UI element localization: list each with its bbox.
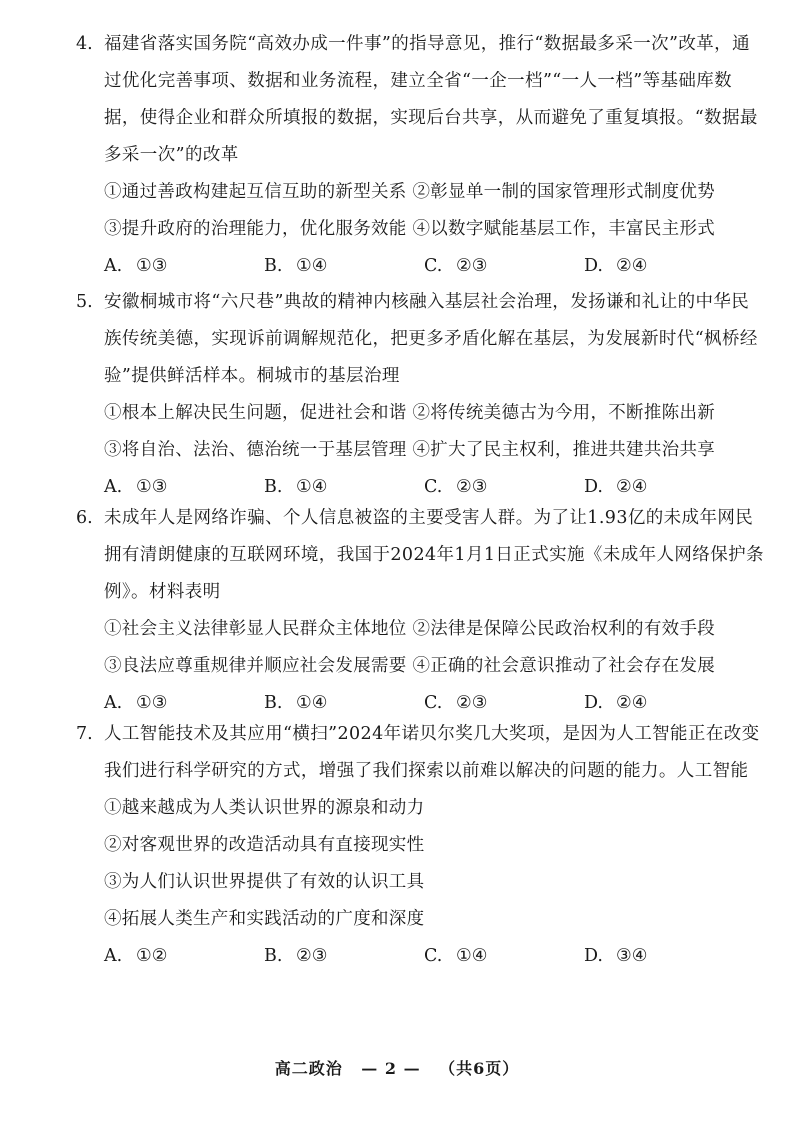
choice-c[interactable]: C. ①④ bbox=[424, 946, 488, 966]
choice-b[interactable]: B. ①④ bbox=[264, 477, 328, 497]
question-number: 4. bbox=[76, 34, 93, 54]
statement-line: ③将自治、法治、德治统一于基层管理 ④扩大了民主权利，推进共建共治共享 bbox=[104, 440, 716, 460]
statement-line: ②对客观世界的改造活动具有直接现实性 bbox=[104, 835, 425, 855]
answer-choices bbox=[104, 248, 766, 285]
question-number: 7. bbox=[76, 724, 93, 744]
question-stem: 人工智能技术及其应用“横扫”2024年诺贝尔奖几大奖项，是因为人工智能正在改变我们进行科学研究的方式，增强了我们探索以前难以解决的问题的能力。人工智能 bbox=[104, 724, 760, 781]
statement-line: ③提升政府的治理能力，优化服务效能 ④以数字赋能基层工作，丰富民主形式 bbox=[104, 219, 716, 239]
statement-line: ③为人们认识世界提供了有效的认识工具 bbox=[104, 872, 425, 892]
statement-line: ①社会主义法律彰显人民群众主体地位 ②法律是保障公民政治权利的有效手段 bbox=[104, 619, 716, 639]
question-6 bbox=[76, 500, 766, 722]
statement-line: ①通过善政构建起互信互助的新型关系 ②彰显单一制的国家管理形式制度优势 bbox=[104, 182, 716, 202]
choice-a[interactable]: A. ①③ bbox=[104, 256, 168, 276]
answer-choices bbox=[104, 938, 766, 975]
choice-d[interactable]: D. ③④ bbox=[584, 946, 648, 966]
question-4 bbox=[76, 26, 766, 285]
choice-b[interactable]: B. ①④ bbox=[264, 256, 328, 276]
choice-b[interactable]: B. ②③ bbox=[264, 946, 328, 966]
question-5 bbox=[76, 284, 766, 506]
footer-subject: 高二政治 bbox=[274, 1059, 343, 1078]
choice-c[interactable]: C. ②③ bbox=[424, 477, 488, 497]
choice-d[interactable]: D. ②④ bbox=[584, 477, 648, 497]
choice-c[interactable]: C. ②③ bbox=[424, 693, 488, 713]
choice-a[interactable]: A. ①③ bbox=[104, 693, 168, 713]
statement-line: ④拓展人类生产和实践活动的广度和深度 bbox=[104, 909, 425, 929]
choice-a[interactable]: A. ①③ bbox=[104, 477, 168, 497]
question-stem: 未成年人是网络诈骗、个人信息被盗的主要受害人群。为了让1.93亿的未成年网民拥有清朗健康的互联网环境，我国于2024年1月1日正式实施《未成年人网络保护条例》。材料表明 bbox=[104, 508, 764, 602]
page-footer bbox=[0, 1056, 794, 1079]
question-stem: 福建省落实国务院“高效办成一件事”的指导意见，推行“数据最多采一次”改革，通过优化完善事项、数据和业务流程，建立全省“一企一档”“一人一档”等基础库数据，使得企业和群众所填报的数据，实现后台共享，从而避免了重复填报。“数据最多采一次”的改革 bbox=[104, 34, 758, 165]
question-stem: 安徽桐城市将“六尺巷”典故的精神内核融入基层社会治理，发扬谦和礼让的中华民族传统美德，实现诉前调解规范化，把更多矛盾化解在基层，为发展新时代“枫桥经验”提供鲜活样本。桐城市的基层治理 bbox=[104, 292, 758, 386]
question-7 bbox=[76, 716, 766, 975]
footer-total-pages: （共6页） bbox=[439, 1059, 520, 1078]
statement-line: ①根本上解决民生问题，促进社会和谐 ②将传统美德古为今用，不断推陈出新 bbox=[104, 403, 716, 423]
footer-page-number: — 2 — bbox=[361, 1059, 421, 1078]
question-number: 6. bbox=[76, 508, 93, 528]
question-number: 5. bbox=[76, 292, 93, 312]
statement-line: ①越来越成为人类认识世界的源泉和动力 bbox=[104, 798, 425, 818]
statement-line: ③良法应尊重规律并顺应社会发展需要 ④正确的社会意识推动了社会存在发展 bbox=[104, 656, 716, 676]
choice-c[interactable]: C. ②③ bbox=[424, 256, 488, 276]
choice-b[interactable]: B. ①④ bbox=[264, 693, 328, 713]
choice-a[interactable]: A. ①② bbox=[104, 946, 168, 966]
choice-d[interactable]: D. ②④ bbox=[584, 693, 648, 713]
choice-d[interactable]: D. ②④ bbox=[584, 256, 648, 276]
